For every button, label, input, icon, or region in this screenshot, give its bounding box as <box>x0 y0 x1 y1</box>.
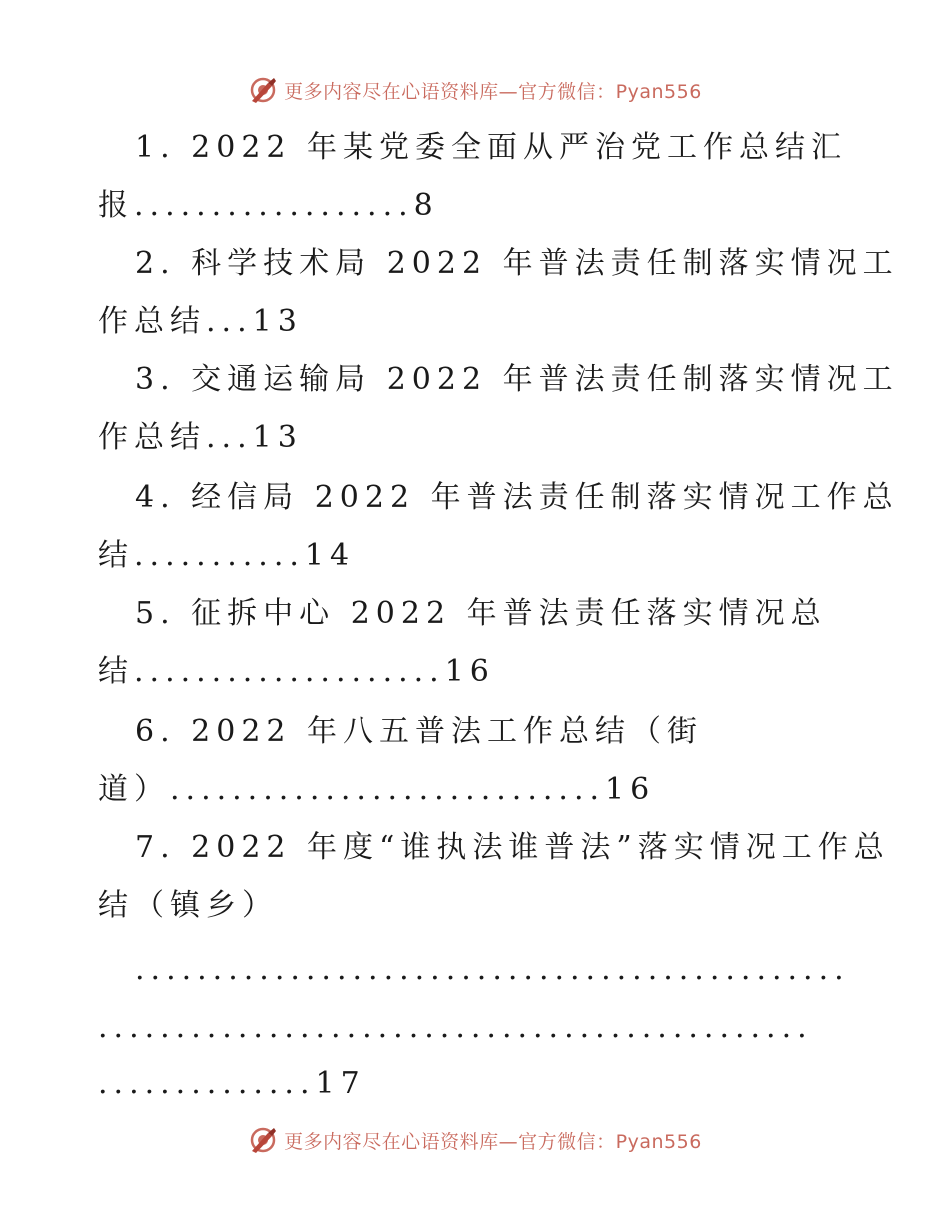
toc-item-3-line-1: 3. 交通运输局 2022 年普法责任制落实情况工 <box>135 362 899 397</box>
toc-item-5-line-2: 结....................16 <box>98 654 495 689</box>
toc-dots-line-3: ..............17 <box>98 1066 366 1101</box>
header-banner <box>0 72 950 108</box>
toc-item-1-line-2: 报..................8 <box>98 188 439 223</box>
toc-item-2-line-2: 作总结...13 <box>98 304 303 339</box>
banner-text: 更多内容尽在心语资料库—官方微信：Pyan556 <box>284 80 702 103</box>
pen-logo-icon <box>248 1125 278 1155</box>
toc-dots-line-2: .............................................. <box>98 1010 813 1045</box>
toc-item-6-line-1: 6. 2022 年八五普法工作总结（街 <box>135 714 704 749</box>
footer-banner <box>0 1122 950 1158</box>
toc-item-3-line-2: 作总结...13 <box>98 420 303 455</box>
toc-item-7-line-2: 结（镇乡） <box>98 888 278 923</box>
banner-text: 更多内容尽在心语资料库—官方微信：Pyan556 <box>284 1130 702 1153</box>
toc-item-4-line-1: 4. 经信局 2022 年普法责任制落实情况工作总 <box>135 480 899 515</box>
toc-item-7-line-1: 7. 2022 年度“谁执法谁普法”落实情况工作总 <box>135 830 890 865</box>
toc-item-4-line-2: 结...........14 <box>98 538 356 573</box>
toc-item-2-line-1: 2. 科学技术局 2022 年普法责任制落实情况工 <box>135 246 899 281</box>
toc-item-5-line-1: 5. 征拆中心 2022 年普法责任落实情况总 <box>135 596 827 631</box>
toc-dots-line-1: .............................................. <box>135 952 850 987</box>
toc-item-6-line-2: 道）............................16 <box>98 772 656 807</box>
pen-logo-icon <box>248 75 278 105</box>
toc-item-1-line-1: 1. 2022 年某党委全面从严治党工作总结汇 <box>135 130 848 165</box>
